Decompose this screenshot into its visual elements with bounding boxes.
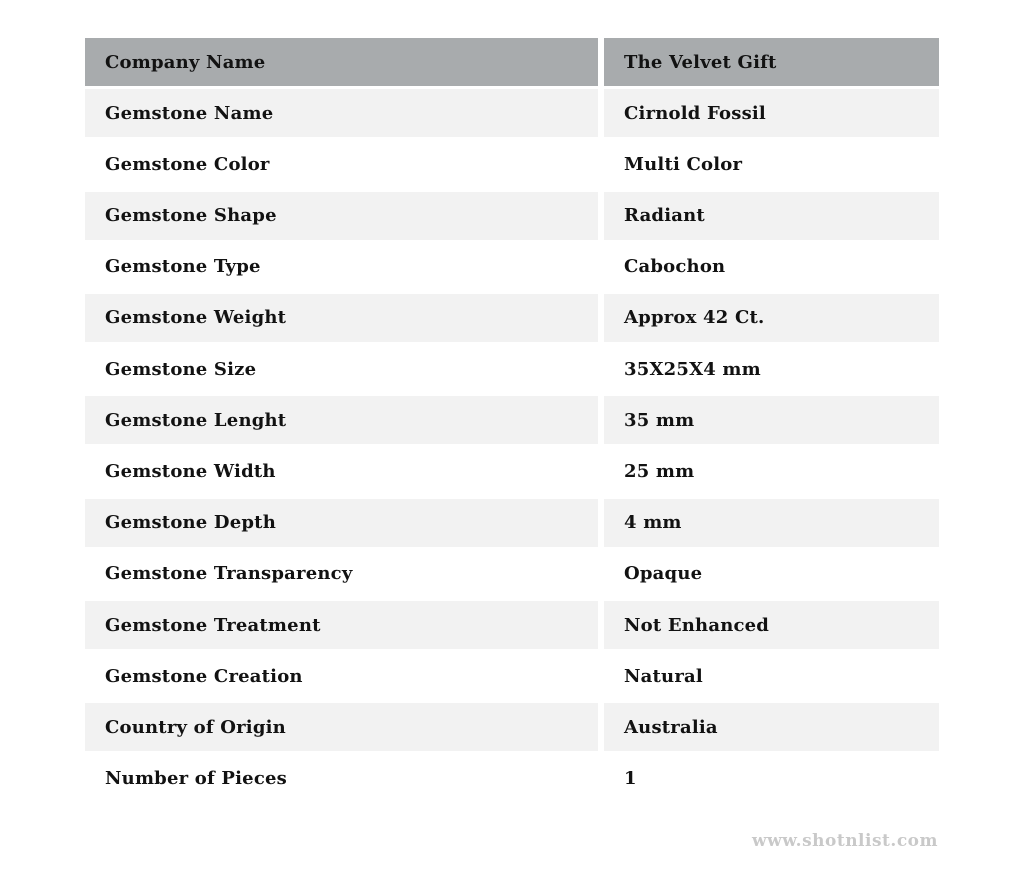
spec-label: Gemstone Width: [85, 448, 598, 496]
spec-label: Gemstone Size: [85, 345, 598, 393]
spec-label: Gemstone Weight: [85, 294, 598, 342]
company-name-label: Company Name: [85, 38, 598, 86]
spec-value: Opaque: [604, 550, 939, 598]
spec-value: 1: [604, 755, 939, 803]
table-row: [85, 652, 939, 700]
spec-label: Gemstone Treatment: [85, 601, 598, 649]
table-row: [85, 89, 939, 137]
spec-value: 4 mm: [604, 499, 939, 547]
spec-label: Gemstone Transparency: [85, 550, 598, 598]
spec-label: Gemstone Lenght: [85, 396, 598, 444]
spec-value: 35X25X4 mm: [604, 345, 939, 393]
spec-value: Not Enhanced: [604, 601, 939, 649]
table-row: [85, 396, 939, 444]
table-row: [85, 601, 939, 649]
table-body: [85, 89, 939, 802]
watermark-text: www.shotnlist.com: [751, 831, 938, 851]
spec-value: 25 mm: [604, 448, 939, 496]
spec-label: Gemstone Depth: [85, 499, 598, 547]
table-header-row: [85, 38, 939, 86]
table-row: [85, 192, 939, 240]
table-row: [85, 703, 939, 751]
table-row: [85, 755, 939, 803]
spec-label: Gemstone Color: [85, 140, 598, 188]
spec-value: Cabochon: [604, 243, 939, 291]
spec-value: Multi Color: [604, 140, 939, 188]
table-row: [85, 550, 939, 598]
table-row: [85, 243, 939, 291]
spec-value: Radiant: [604, 192, 939, 240]
spec-label: Gemstone Name: [85, 89, 598, 137]
spec-label: Number of Pieces: [85, 755, 598, 803]
table-row: [85, 448, 939, 496]
spec-label: Gemstone Type: [85, 243, 598, 291]
table-row: [85, 140, 939, 188]
table-row: [85, 345, 939, 393]
table-row: [85, 294, 939, 342]
spec-value: Australia: [604, 703, 939, 751]
spec-value: Cirnold Fossil: [604, 89, 939, 137]
spec-label: Gemstone Shape: [85, 192, 598, 240]
spec-value: 35 mm: [604, 396, 939, 444]
gemstone-spec-table: [85, 38, 939, 806]
spec-label: Country of Origin: [85, 703, 598, 751]
table-row: [85, 499, 939, 547]
spec-label: Gemstone Creation: [85, 652, 598, 700]
company-name-value: The Velvet Gift: [604, 38, 939, 86]
spec-value: Natural: [604, 652, 939, 700]
spec-value: Approx 42 Ct.: [604, 294, 939, 342]
